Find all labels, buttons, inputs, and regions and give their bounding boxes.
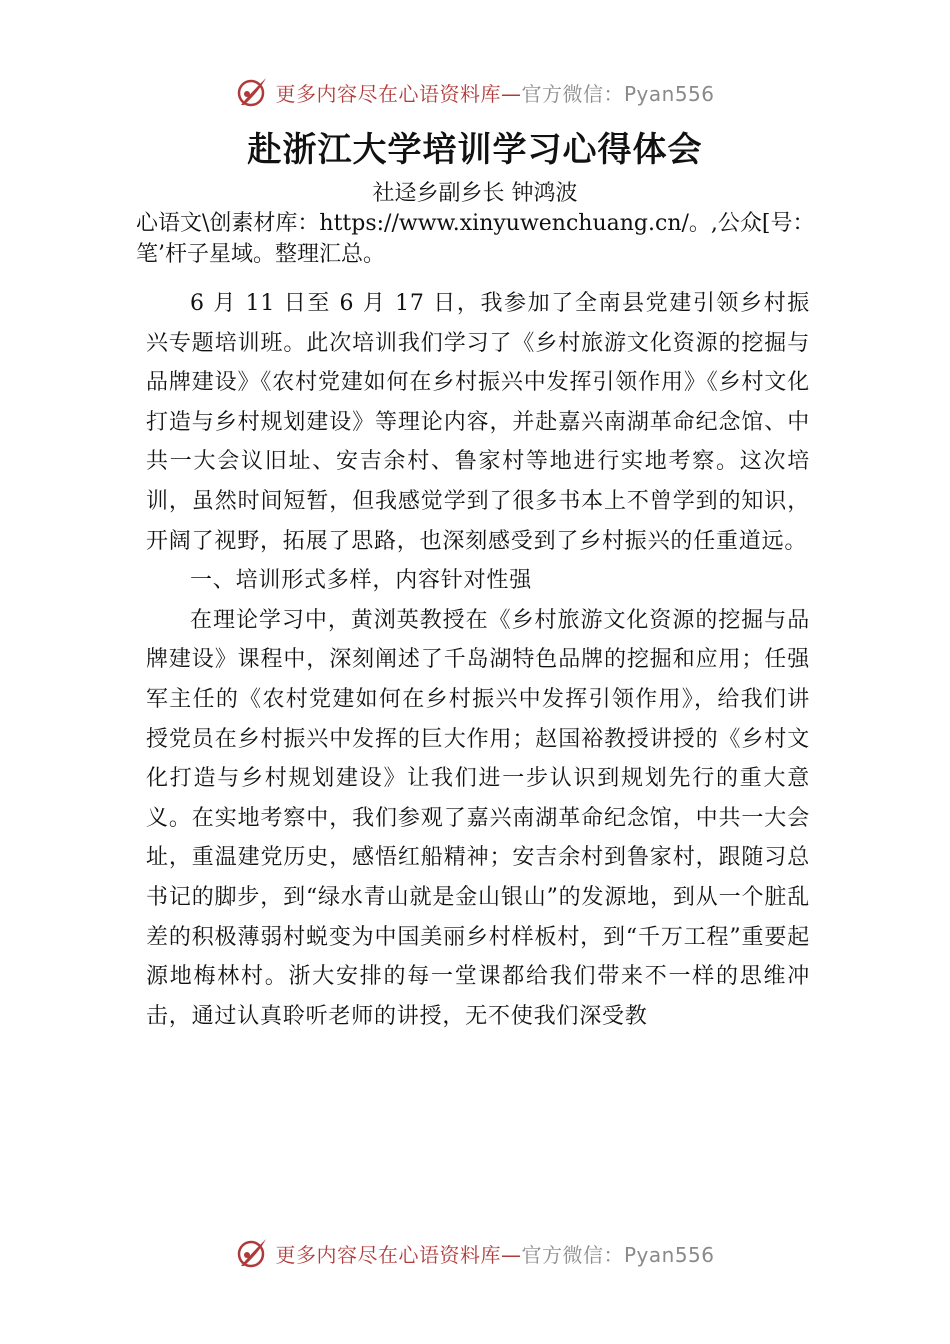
footer-watermark-banner — [0, 1233, 950, 1273]
banner-wechat-label: 官方微信： — [521, 1242, 624, 1267]
banner-main-text: 更多内容尽在心语资料库 — [275, 1242, 501, 1267]
banner-main-text: 更多内容尽在心语资料库 — [275, 81, 501, 106]
banner-wechat-id: Pyan556 — [623, 81, 715, 106]
banner-wechat-id: Pyan556 — [623, 1242, 715, 1267]
source-note: 心语文\创素材库：https://www.xinyuwenchuang.cn/。,公众[号：笔’杆子星域。整理汇总。 — [136, 211, 815, 267]
document-title: 赴浙江大学培训学习心得体会 — [247, 130, 703, 170]
body-paragraph: 6 月 11 日至 6 月 17 日，我参加了全南县党建引领乡村振兴专题培训班。此次培训我们学习了《乡村旅游文化资源的挖掘与品牌建设》《农村党建如何在乡村振兴中发挥引领作用》《乡村文化打造与乡村规划建设》等理论内容，并赴嘉兴南湖革命纪念馆、中共一大会议旧址、安吉余村、鲁家村等地进行实地考察。这次培训，虽然时间短暂，但我感觉学到了很多书本上不曾学到的知识，开阔了视野，拓展了思路，也深刻感受到了乡村振兴的任重道远。 — [146, 291, 810, 554]
document-body — [146, 284, 810, 1036]
document-author: 社迳乡副乡长 钟鸿波 — [372, 181, 578, 206]
banner-separator: — — [500, 1242, 522, 1267]
section-heading: 一、培训形式多样，内容针对性强 — [190, 568, 533, 594]
banner-text — [275, 1239, 714, 1268]
header-watermark-banner — [0, 72, 950, 112]
red-quill-logo-icon — [235, 75, 269, 109]
body-paragraph: 在理论学习中，黄浏英教授在《乡村旅游文化资源的挖掘与品牌建设》课程中，深刻阐述了千岛湖特色品牌的挖掘和应用；任强军主任的《农村党建如何在乡村振兴中发挥引领作用》，给我们讲授党员在乡村振兴中发挥的巨大作用；赵国裕教授讲授的《乡村文化打造与乡村规划建设》让我们进一步认识到规划先行的重大意义。在实地考察中，我们参观了嘉兴南湖革命纪念馆，中共一大会址，重温建党历史，感悟红船精神；安吉余村到鲁家村，跟随习总书记的脚步，到“绿水青山就是金山银山”的发源地，到从一个脏乱差的积极薄弱村蜕变为中国美丽乡村样板村，到“千万工程”重要起源地梅林村。浙大安排的每一堂课都给我们带来不一样的思维冲击，通过认真聆听老师的讲授，无不使我们深受教 — [146, 607, 810, 1029]
banner-wechat-label: 官方微信： — [521, 81, 624, 106]
red-quill-logo-icon — [235, 1236, 269, 1270]
banner-separator: — — [500, 81, 522, 106]
banner-text — [275, 78, 714, 107]
